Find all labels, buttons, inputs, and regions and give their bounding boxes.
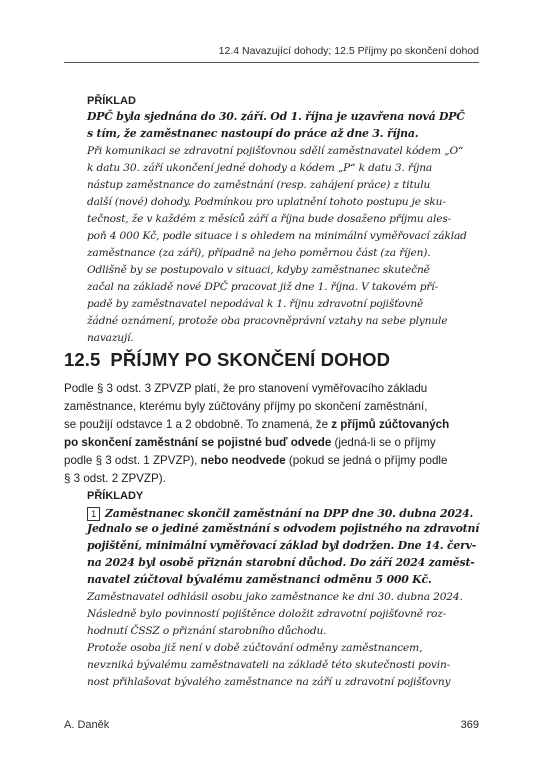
- example-body-line: padě by zaměstnavatel nepodával k 1. říjnu zdravotní pojišťovně: [87, 298, 424, 310]
- examples-lead-line: [87, 507, 473, 521]
- footer-author: A. Daněk: [64, 719, 110, 731]
- examples-body-line: Protože osoba již není v době zúčtování odměny zaměstnancem,: [87, 642, 423, 654]
- examples-body-line: Zaměstnavatel odhlásil osobu jako zaměstnance ke dni 30. dubna 2024.: [87, 591, 463, 603]
- examples-body-line: hodnutí ČSSZ o přiznání starobního důchodu.: [87, 625, 327, 637]
- example-body-line: začal na základě nové DPČ pracovat již dne 1. října. V takovém pří-: [87, 281, 438, 293]
- example-body-line: navazují.: [87, 332, 134, 344]
- example-lead-line: s tím, že zaměstnanec nastoupí do práce až dne 3. října.: [87, 127, 419, 140]
- examples-body-line: nevzniká bývalému zaměstnavateli na základě této skutečnosti povin-: [87, 659, 451, 671]
- example-lead-line: DPČ byla sjednána do 30. září. Od 1. října je uzavřena nová DPČ: [87, 110, 465, 123]
- section-heading: [64, 349, 390, 371]
- header-rule: [64, 62, 479, 63]
- paragraph-emphasis: z příjmů zúčtovaných: [331, 418, 450, 431]
- paragraph-line: § 3 odst. 2 ZPVZP).: [64, 472, 166, 485]
- paragraph-line: Podle § 3 odst. 3 ZPVZP platí, že pro stanovení vyměřovacího základu: [64, 382, 428, 395]
- paragraph-emphasis: nebo neodvede: [200, 454, 286, 467]
- paragraph-line: [64, 455, 447, 467]
- paragraph-emphasis: po skončení zaměstnání se pojistné buď odvede: [64, 436, 332, 449]
- example-body-line: poň 4 000 Kč, podle situace i s ohledem na minimální vyměřovací základ: [87, 230, 467, 242]
- paragraph-line: zaměstnance, kterému byly zúčtovány příjmy po skončení zaměstnání,: [64, 400, 428, 413]
- examples-lead-line: navatel zúčtoval bývalému zaměstnanci odměnu 5 000 Kč.: [87, 573, 432, 586]
- example-body-line: další (nové) dohody. Podmínkou pro uplatnění tohoto postupu je sku-: [87, 196, 446, 208]
- paragraph-text: (pokud se jedná o příjmy podle: [285, 454, 448, 467]
- example-body-line: tečnost, že v každém z měsíců září a října bude dosaženo příjmu ales-: [87, 213, 452, 225]
- example-body-line: žádné oznámení, protože oba pracovněprávní vztahy na sebe plynule: [87, 315, 448, 327]
- examples-lead-line: na 2024 byl osobě přiznán starobní důchod. Do září 2024 zaměst-: [87, 556, 475, 569]
- paragraph-text: se použijí odstavce 1 a 2 obdobně. To znamená, že: [64, 418, 332, 431]
- example-label: PŘÍKLAD: [87, 95, 136, 107]
- examples-lead-text: Zaměstnanec skončil zaměstnání na DPP dne 30. dubna 2024.: [105, 507, 474, 520]
- examples-body-line: Následně bylo povinností pojištěnce doložit zdravotní pojišťovně roz-: [87, 608, 447, 620]
- paragraph-text: (jedná-li se o příjmy: [331, 436, 436, 449]
- examples-lead-line: pojištění, minimální vyměřovací základ byl dodržen. Dne 14. červ-: [87, 539, 477, 552]
- section-number: 12.5: [64, 349, 101, 370]
- examples-label: PŘÍKLADY: [87, 490, 144, 502]
- paragraph-text: podle § 3 odst. 1 ZPVZP),: [64, 454, 201, 467]
- example-number-box: 1: [87, 507, 100, 521]
- paragraph-line: [64, 419, 449, 431]
- example-body-line: Při komunikaci se zdravotní pojišťovnou sdělí zaměstnavatel kódem „O“: [87, 145, 464, 157]
- examples-body-line: nost přihlašovat bývalého zaměstnance na září u zdravotní pojišťovny: [87, 676, 451, 688]
- paragraph-line: [64, 437, 436, 449]
- example-body-line: zaměstnance (za září), případně na jeho poměrnou část (za říjen).: [87, 247, 431, 259]
- examples-lead-line: Jednalo se o jediné zaměstnání s odvodem pojistného na zdravotní: [87, 522, 480, 535]
- running-header: 12.4 Navazující dohody; 12.5 Příjmy po skončení dohod: [218, 45, 479, 57]
- section-title: PŘÍJMY PO SKONČENÍ DOHOD: [110, 349, 391, 370]
- example-body-line: nástup zaměstnance do zaměstnání (resp. zahájení práce) z titulu: [87, 179, 431, 191]
- example-body-line: Odlišně by se postupovalo v situaci, kdyby zaměstnanec skutečně: [87, 264, 430, 276]
- example-body-line: k datu 30. září ukončení jedné dohody a kódem „P“ k datu 3. října: [87, 162, 433, 174]
- page-number: 369: [460, 719, 479, 731]
